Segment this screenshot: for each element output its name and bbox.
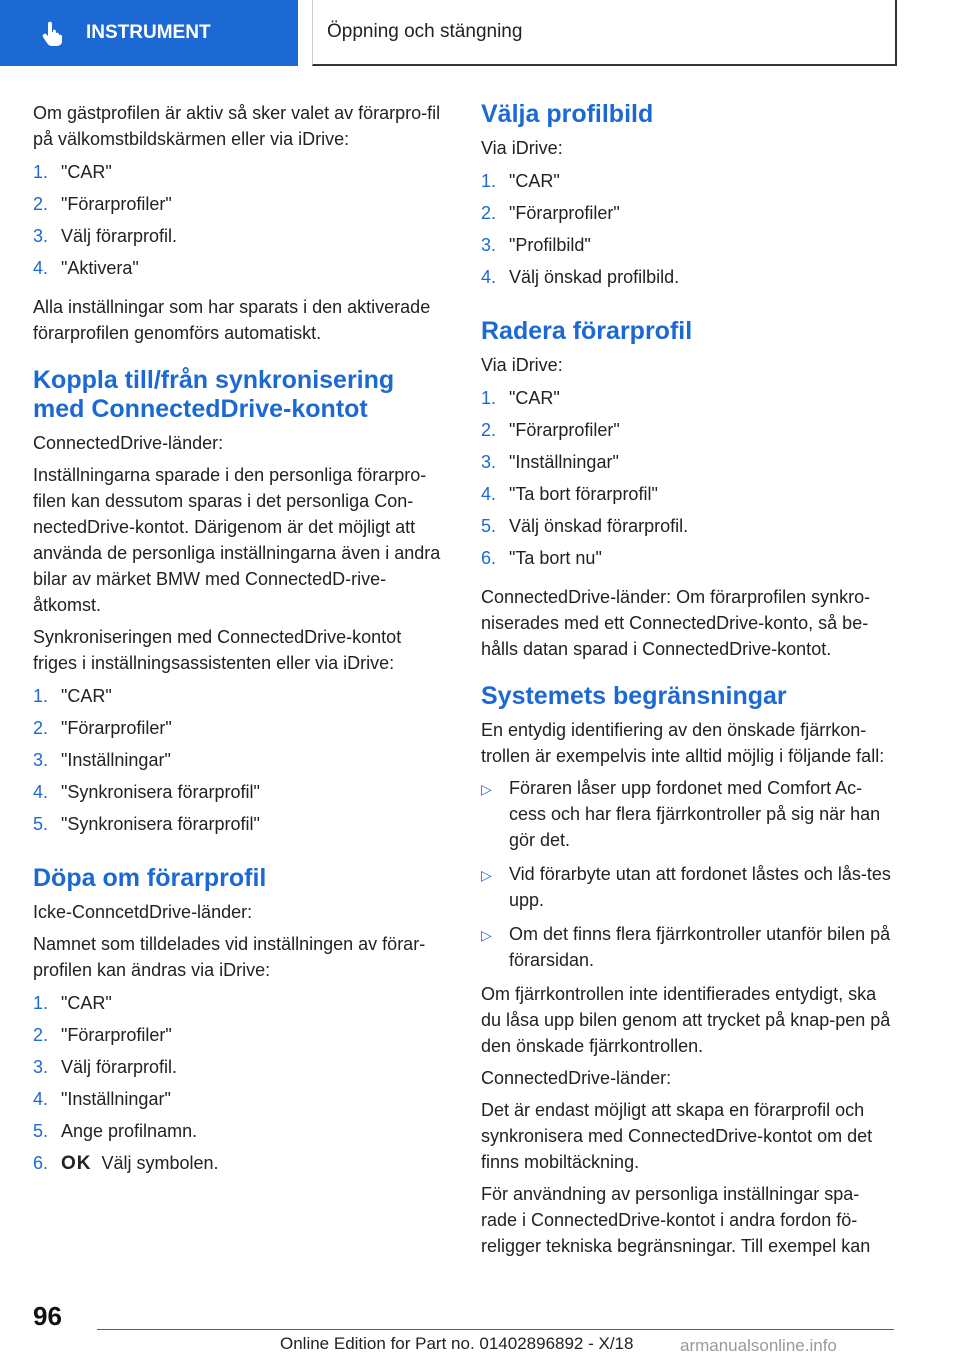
list-item: 1. "CAR": [33, 993, 112, 1013]
list-item: ▷ Vid förarbyte utan att fordonet låstes och lås-tes upp.: [481, 864, 891, 910]
list-item: 6. "Ta bort nu": [481, 548, 602, 568]
steps-list-activate: [33, 160, 447, 288]
intro-text: Om gästprofilen är aktiv så sker valet av förarpro-fil på välkomstbildskärmen eller via iDrive:: [33, 103, 441, 149]
heading-sync: Koppla till/från synkronisering med ConnectedDrive-kontot: [33, 366, 395, 423]
list-item: 1. "CAR": [33, 162, 112, 182]
right-column: [481, 100, 895, 1265]
edition-text: Online Edition for Part no. 01402896892 - X/18: [280, 1334, 634, 1353]
heading-delete: Radera förarprofil: [481, 317, 693, 345]
list-item: 5. "Synkronisera förarprofil": [33, 814, 260, 834]
body-text: Via iDrive:: [481, 138, 563, 158]
list-item: 4. "Aktivera": [33, 258, 139, 278]
heading-profile-picture: Välja profilbild: [481, 100, 654, 128]
list-item: 2. "Förarprofiler": [481, 420, 620, 440]
left-column: [33, 100, 447, 1189]
list-item: 6. OK Välj symbolen.: [33, 1153, 219, 1174]
list-item: 4. "Ta bort förarprofil": [481, 484, 658, 504]
steps-list-delete: [481, 386, 895, 578]
list-item: 4. "Inställningar": [33, 1089, 171, 1109]
body-text: Synkroniseringen med ConnectedDrive-kontot friges i inställningsassistenten eller via iDrive:: [33, 627, 402, 673]
body-text: Det är endast möjligt att skapa en förarprofil och synkronisera med ConnectedDrive-kontot om det finns mobiltäckning.: [481, 1100, 873, 1172]
list-item: 4. "Synkronisera förarprofil": [33, 782, 260, 802]
list-item: 2. "Förarprofiler": [33, 718, 172, 738]
body-text: Icke-ConncetdDrive-länder:: [33, 902, 253, 922]
section-label: INSTRUMENT: [86, 22, 211, 43]
body-text: ConnectedDrive-länder:: [481, 1068, 672, 1088]
list-item: 5. Välj önskad förarprofil.: [481, 516, 689, 536]
list-item: ▷ Om det finns flera fjärrkontroller utanför bilen på förarsidan.: [481, 924, 891, 970]
triangle-bullet-icon: ▷: [481, 867, 492, 883]
triangle-bullet-icon: ▷: [481, 927, 492, 943]
body-text: För användning av personliga inställningar spa-rade i ConnectedDrive-kontot i andra fordon fö-religger tekniska begränsningar. Till exempel kan: [481, 1184, 871, 1256]
list-item: 3. "Inställningar": [481, 452, 619, 472]
page-header: [0, 0, 960, 66]
list-item: 1. "CAR": [481, 171, 560, 191]
list-item: 3. "Profilbild": [481, 235, 591, 255]
steps-list-sync: [33, 684, 447, 844]
list-item: 3. Välj förarprofil.: [33, 226, 178, 246]
list-item: 3. Välj förarprofil.: [33, 1057, 178, 1077]
page-number: 96: [33, 1301, 62, 1331]
steps-list-rename: [33, 991, 447, 1183]
footer-divider: [97, 1329, 894, 1330]
body-text: Via iDrive:: [481, 355, 563, 375]
list-item: 3. "Inställningar": [33, 750, 171, 770]
body-text: Alla inställningar som har sparats i den aktiverade förarprofilen genomförs automatiskt.: [33, 297, 431, 343]
body-text: ConnectedDrive-länder:: [33, 433, 224, 453]
triangle-bullet-icon: ▷: [481, 781, 492, 797]
section-tab: [0, 0, 298, 66]
list-item: 1. "CAR": [33, 686, 112, 706]
hand-pointer-icon: [40, 20, 66, 46]
heading-rename: Döpa om förarprofil: [33, 864, 267, 892]
bullet-list-limits: [481, 775, 895, 973]
body-text: ConnectedDrive-länder: Om förarprofilen synkro-niserades med ett ConnectedDrive-konto, så be-hålls datan sparad i ConnectedDrive-kontot.: [481, 587, 871, 659]
list-item: 1. "CAR": [481, 388, 560, 408]
list-item: 2. "Förarprofiler": [481, 203, 620, 223]
list-item: ▷ Föraren låser upp fordonet med Comfort Ac-cess och har flera fjärrkontroller på sig när han gör det.: [481, 778, 881, 850]
body-text: Om fjärrkontrollen inte identifierades entydigt, ska du låsa upp bilen genom att trycket på knap-pen på den önskade fjärrkontrollen.: [481, 984, 891, 1056]
list-item: 4. Välj önskad profilbild.: [481, 267, 680, 287]
body-text: Inställningarna sparade i den personliga förarpro-filen kan dessutom sparas i det personliga Con-nectedDrive-kontot. Därigenom är det möjligt att använda de personliga inställningarna även i andra bilar av märket BMW med ConnectedD-rive-åtkomst.: [33, 465, 441, 615]
ok-icon: OK: [61, 1153, 92, 1174]
list-item: 5. Ange profilnamn.: [33, 1121, 198, 1141]
list-item: 2. "Förarprofiler": [33, 194, 172, 214]
heading-limits: Systemets begränsningar: [481, 682, 787, 710]
chapter-tab: [312, 0, 897, 66]
list-item: 2. "Förarprofiler": [33, 1025, 172, 1045]
chapter-title: Öppning och stängning: [327, 21, 523, 42]
body-text: Namnet som tilldelades vid inställningen av förar-profilen kan ändras via iDrive:: [33, 934, 426, 980]
body-text: En entydig identifiering av den önskade fjärrkon-trollen är exempelvis inte alltid möjlig i följande fall:: [481, 720, 885, 766]
steps-list-picture: [481, 169, 895, 297]
watermark: armanualsonline.info: [680, 1336, 837, 1355]
